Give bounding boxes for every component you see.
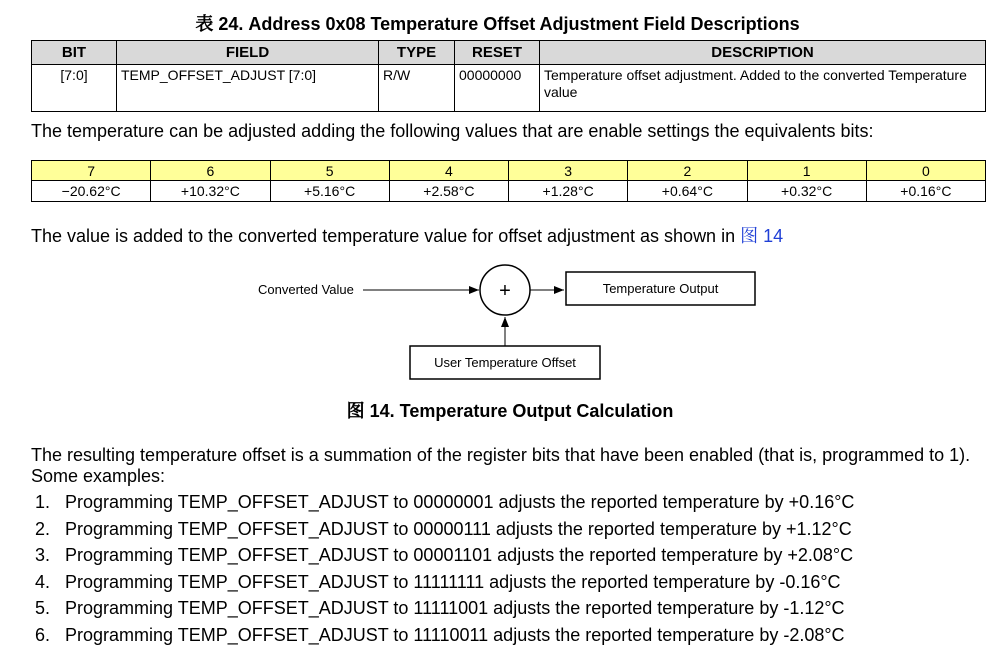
bit-number: 5 [270,161,389,181]
list-text: Programming TEMP_OFFSET_ADJUST to 11111111 adjusts the reported temperature by -0.16°C [65,571,841,592]
list-number: 2. [35,518,51,539]
bit-value: +1.28°C [509,181,628,202]
bit-value: +0.64°C [628,181,747,202]
converted-value-label: Converted Value [258,282,354,297]
list-item [35,624,854,651]
list-item [35,518,854,545]
examples-list [35,491,854,650]
list-text: Programming TEMP_OFFSET_ADJUST to 00001101 adjusts the reported temperature by +2.08°C [65,545,854,565]
bit-number: 2 [628,161,747,181]
value-text: The value is added to the converted temperature value for offset adjustment as shown in [31,226,741,246]
temperature-output-label: Temperature Output [602,281,719,296]
bit-number: 1 [747,161,866,181]
table-row [32,65,986,112]
header-type: TYPE [379,41,455,65]
header-bit: BIT [32,41,117,65]
sum-symbol: + [499,280,511,302]
header-description: DESCRIPTION [540,41,986,65]
figure-link[interactable]: 图 14 [740,226,784,246]
value-paragraph [31,226,783,247]
cell-description: Temperature offset adjustment. Added to the converted Temperature value [540,65,986,112]
bit-value-row [32,181,986,202]
bit-number: 6 [151,161,270,181]
header-field: FIELD [117,41,379,65]
bit-number: 3 [509,161,628,181]
bit-weights-table [31,160,986,202]
cell-bit: [7:0] [32,65,117,112]
bit-number: 0 [866,161,985,181]
table-caption: 表 24. Address 0x08 Temperature Offset Adjustment Field Descriptions [195,14,800,34]
list-number: 4. [35,571,51,592]
intro-text: The temperature can be adjusted adding the following values that are enable settings the equivalents bits: [31,121,874,141]
cell-field: TEMP_OFFSET_ADJUST [7:0] [117,65,379,112]
bit-number: 7 [32,161,151,181]
header-reset: RESET [455,41,540,65]
bit-value: +0.16°C [866,181,985,202]
bit-value: +0.32°C [747,181,866,202]
list-text: Programming TEMP_OFFSET_ADJUST to 11111001 adjusts the reported temperature by -1.12°C [65,598,845,618]
bit-value: +2.58°C [389,181,508,202]
list-item [35,491,854,518]
list-text: Programming TEMP_OFFSET_ADJUST to 00000111 adjusts the reported temperature by +1.12°C [65,518,852,539]
bit-value: +10.32°C [151,181,270,202]
cell-type: R/W [379,65,455,112]
list-number: 5. [35,598,51,618]
temperature-output-diagram [250,262,770,387]
bit-number-row [32,161,986,181]
list-text: Programming TEMP_OFFSET_ADJUST to 00000001 adjusts the reported temperature by +0.16°C [65,492,855,512]
figure-caption: 图 14. Temperature Output Calculation [346,401,674,421]
table-header-row [32,41,986,65]
list-number: 1. [35,492,51,512]
bit-value: +5.16°C [270,181,389,202]
list-text: Programming TEMP_OFFSET_ADJUST to 11110011 adjusts the reported temperature by -2.08°C [65,624,845,645]
list-number: 6. [35,624,51,645]
list-item [35,571,854,598]
cell-reset: 00000000 [455,65,540,112]
field-descriptions-table [31,40,986,112]
bit-number: 4 [389,161,508,181]
summary-text: The resulting temperature offset is a summation of the register bits that have been enabled (that is, programmed to 1). Some examples: [31,445,971,486]
user-offset-label: User Temperature Offset [434,355,576,370]
list-item [35,544,854,571]
list-item [35,597,854,624]
list-number: 3. [35,545,51,565]
bit-value: −20.62°C [32,181,151,202]
